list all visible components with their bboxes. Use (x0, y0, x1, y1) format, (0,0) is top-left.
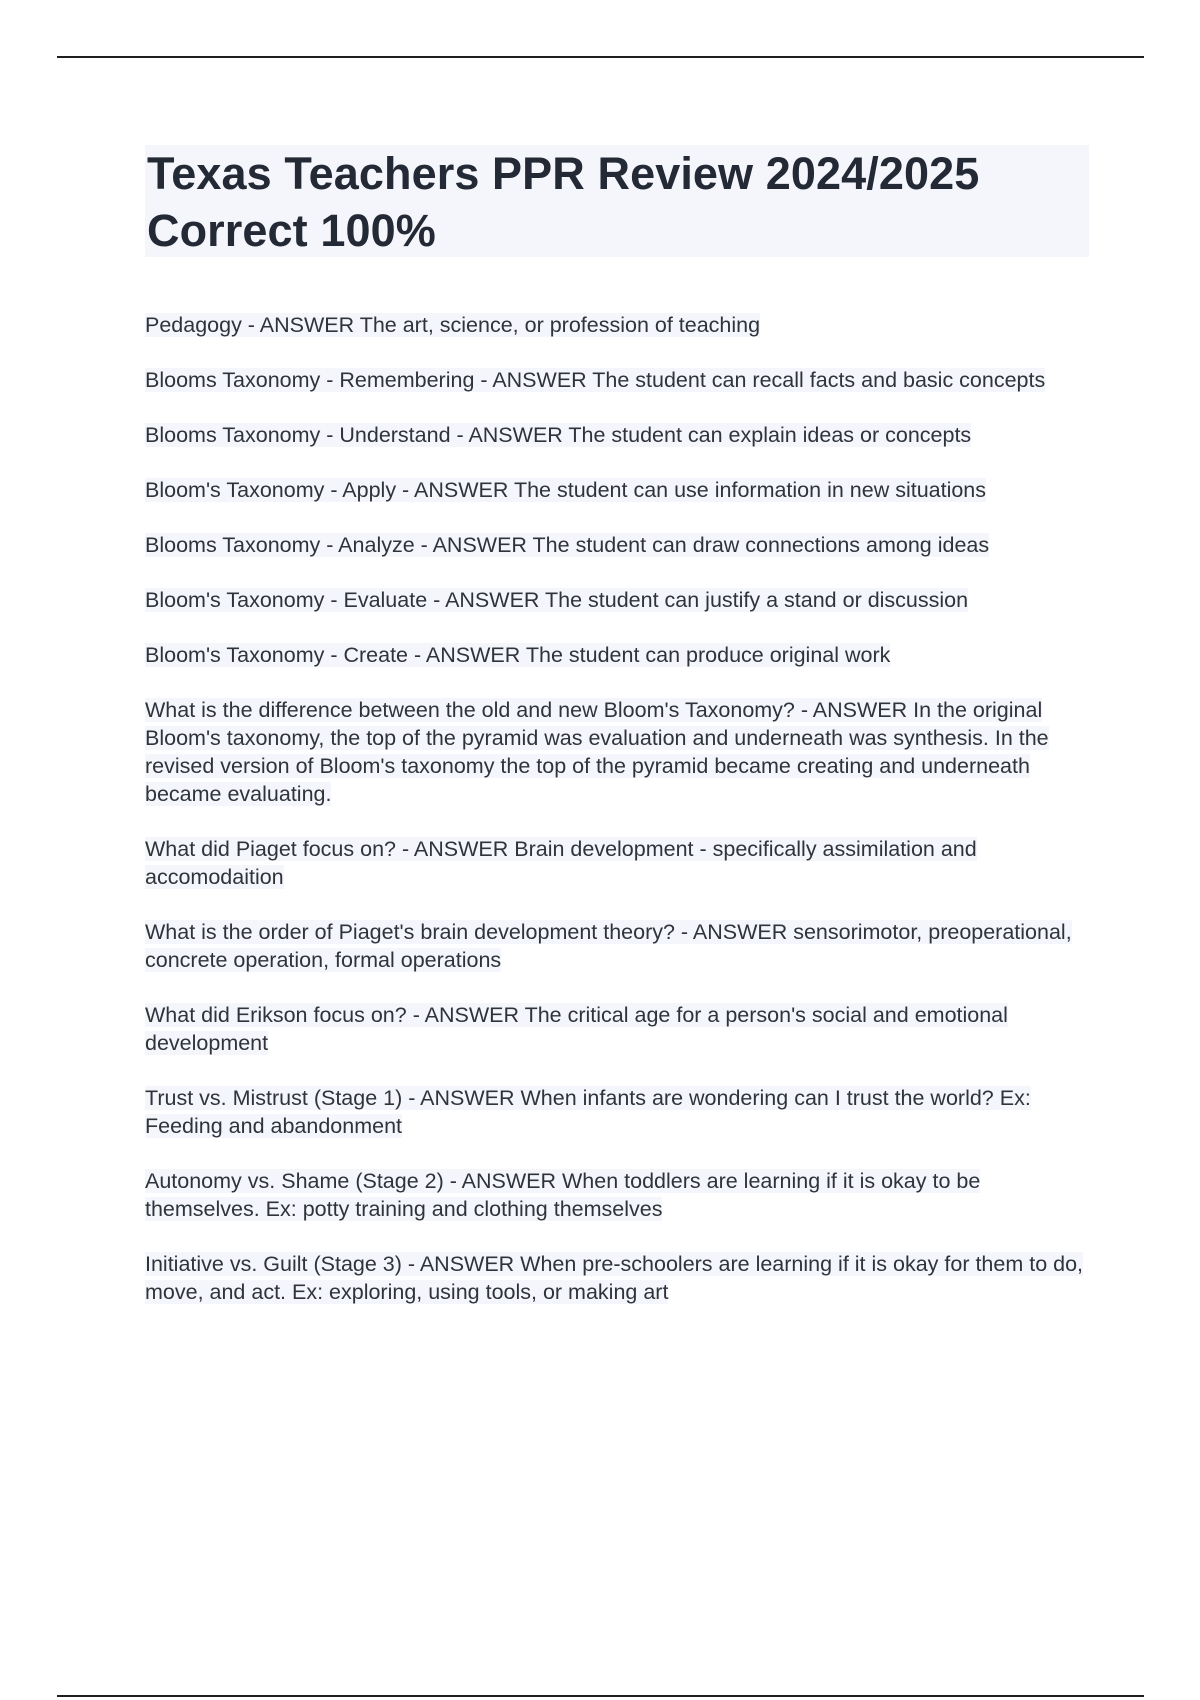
qa-item-piaget-focus: What did Piaget focus on? - ANSWER Brain development - specifically assimilation and accomodaition (145, 837, 977, 889)
qa-item-blooms-analyze: Blooms Taxonomy - Analyze - ANSWER The student can draw connections among ideas (145, 533, 990, 557)
qa-item-piaget-order: What is the order of Piaget's brain development theory? - ANSWER sensorimotor, preoperational, concrete operation, formal operations (145, 920, 1072, 972)
qa-item-blooms-old-vs-new: What is the difference between the old and new Bloom's Taxonomy? - ANSWER In the original Bloom's taxonomy, the top of the pyramid was evaluation and underneath was synthesis. In the revised version of Bloom's taxonomy the top of the pyramid became creating and underneath became evaluating. (145, 698, 1049, 806)
qa-item-blooms-remembering: Blooms Taxonomy - Remembering - ANSWER The student can recall facts and basic concepts (145, 368, 1046, 392)
qa-item-trust-vs-mistrust: Trust vs. Mistrust (Stage 1) - ANSWER When infants are wondering can I trust the world? Ex: Feeding and abandonment (145, 1086, 1031, 1138)
qa-item-blooms-evaluate: Bloom's Taxonomy - Evaluate - ANSWER The student can justify a stand or discussion (145, 588, 969, 612)
qa-item-initiative-vs-guilt: Initiative vs. Guilt (Stage 3) - ANSWER When pre-schoolers are learning if it is okay for them to do, move, and act. Ex: exploring, using tools, or making art (145, 1252, 1084, 1304)
qa-item-blooms-understand: Blooms Taxonomy - Understand - ANSWER The student can explain ideas or concepts (145, 423, 972, 447)
qa-item-autonomy-vs-shame: Autonomy vs. Shame (Stage 2) - ANSWER When toddlers are learning if it is okay to be themselves. Ex: potty training and clothing themselves (145, 1169, 981, 1221)
qa-item-pedagogy: Pedagogy - ANSWER The art, science, or profession of teaching (145, 313, 761, 337)
qa-item-blooms-apply: Bloom's Taxonomy - Apply - ANSWER The student can use information in new situations (145, 478, 987, 502)
page-title: Texas Teachers PPR Review 2024/2025 Correct 100% (147, 148, 980, 256)
qa-list (145, 311, 1089, 1333)
qa-item-blooms-create: Bloom's Taxonomy - Create - ANSWER The student can produce original work (145, 643, 891, 667)
top-rule (57, 56, 1144, 58)
title-block (145, 145, 1089, 257)
bottom-rule (57, 1695, 1144, 1697)
qa-item-erikson-focus: What did Erikson focus on? - ANSWER The critical age for a person's social and emotional development (145, 1003, 1008, 1055)
